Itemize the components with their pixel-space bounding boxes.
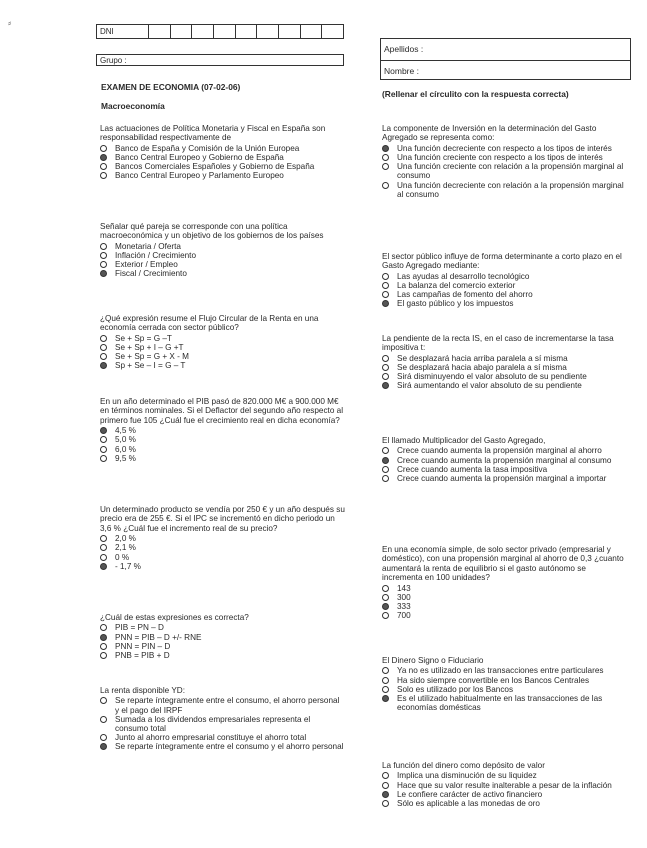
radio-bubble[interactable]: [100, 535, 107, 542]
radio-bubble[interactable]: [100, 643, 107, 650]
question-stem: Señalar qué pareja se corresponde con una política macroeconómica y un objetivo de los gobiernos de los países: [100, 222, 324, 241]
option-label: Bancos Comerciales Españoles y Gobierno de España: [115, 162, 315, 172]
question-stem: La función del dinero como depósito de valor: [382, 761, 545, 770]
question-stem: La pendiente de la recta IS, en el caso de incrementarse la tasa impositiva t:: [382, 334, 614, 353]
radio-bubble[interactable]: [100, 145, 107, 152]
question-stem: El llamado Multiplicador del Gasto Agregado,: [382, 436, 546, 445]
answer-option[interactable]: [100, 562, 345, 571]
dni-cell[interactable]: [149, 25, 171, 38]
answer-option[interactable]: [382, 456, 627, 465]
option-label: Crece cuando aumenta la propensión marginal a importar: [397, 474, 607, 484]
question-stem: Un determinado producto se vendía por 250 € y un año después su precio era de 255 €. Si el IPC se incrementó en dicho periodo un 3,6 % ¿Cuál fue el incremento real de su precio?: [100, 505, 345, 533]
answer-option[interactable]: [382, 144, 627, 153]
radio-bubble[interactable]: [100, 172, 107, 179]
dni-cell[interactable]: [192, 25, 214, 38]
radio-bubble[interactable]: [100, 652, 107, 659]
answer-option[interactable]: [100, 352, 345, 361]
answer-option[interactable]: [100, 534, 345, 543]
answer-option[interactable]: [382, 593, 627, 602]
question-stem: La componente de Inversión en la determinación del Gasto Agregado se representa como:: [382, 124, 597, 143]
option-label: Sp + Se – I = G – T: [115, 361, 186, 371]
answer-option[interactable]: [100, 651, 345, 660]
answer-option[interactable]: [100, 553, 345, 562]
option-label: Sirá disminuyendo el valor absoluto de su pendiente: [397, 372, 587, 382]
option-label: Las ayudas al desarrollo tecnológico: [397, 271, 530, 281]
radio-bubble[interactable]: [382, 373, 389, 380]
radio-bubble[interactable]: [382, 594, 389, 601]
answer-option[interactable]: [382, 281, 627, 290]
question-l2: [100, 314, 345, 371]
apellidos-field[interactable]: [381, 39, 630, 60]
question-l3: [100, 397, 345, 463]
option-label: Se + Sp + I – G +T: [115, 343, 184, 353]
option-label: Banco de España y Comisión de la Unión Europea: [115, 143, 300, 153]
answer-option[interactable]: [382, 790, 627, 799]
radio-bubble[interactable]: [100, 455, 107, 462]
answer-option[interactable]: [382, 363, 627, 372]
option-label: Crece cuando aumenta la propensión marginal al ahorro: [397, 446, 602, 456]
question-r2: [382, 334, 627, 391]
radio-bubble[interactable]: [382, 475, 389, 482]
option-label: Una función decreciente con respecto a los tipos de interés: [397, 143, 612, 153]
radio-bubble[interactable]: [382, 585, 389, 592]
radio-bubble[interactable]: [382, 612, 389, 619]
radio-bubble[interactable]: [100, 335, 107, 342]
question-l6: [100, 686, 345, 752]
option-label: PNN = PIB – D +/- RNE: [115, 632, 202, 642]
option-label: PNN = PIN – D: [115, 641, 171, 651]
answer-option[interactable]: [382, 446, 627, 455]
answer-option[interactable]: [382, 290, 627, 299]
question-stem: ¿Qué expresión resume el Flujo Circular de la Renta en una economía cerrada con sector público?: [100, 314, 319, 333]
question-l0: [100, 124, 345, 181]
option-label: Banco Central Europeo y Gobierno de España: [115, 153, 284, 163]
question-l4: [100, 505, 345, 571]
radio-bubble[interactable]: [100, 261, 107, 268]
radio-bubble[interactable]: [100, 734, 107, 741]
option-label: PNB = PIB + D: [115, 651, 170, 661]
answer-option[interactable]: [382, 299, 627, 308]
radio-bubble[interactable]: [382, 273, 389, 280]
option-label: Hace que su valor resulte inalterable a pesar de la inflación: [397, 780, 612, 790]
option-label: 333: [397, 602, 411, 612]
option-label: El gasto público y los impuestos: [397, 299, 514, 309]
radio-bubble[interactable]: [382, 457, 389, 464]
radio-bubble[interactable]: [100, 697, 107, 704]
option-label: Banco Central Europeo y Parlamento Europeo: [115, 171, 284, 181]
question-r5: [382, 656, 627, 712]
radio-bubble[interactable]: [382, 782, 389, 789]
option-label: Monetaria / Oferta: [115, 241, 181, 251]
radio-bubble[interactable]: [100, 544, 107, 551]
answer-option[interactable]: [382, 676, 627, 685]
option-label: PIB = PN – D: [115, 623, 164, 633]
question-l5: [100, 613, 345, 660]
dni-box: [96, 24, 344, 39]
option-label: Ha sido siempre convertible en los Bancos Centrales: [397, 675, 590, 685]
answer-option[interactable]: [382, 162, 627, 180]
answer-option[interactable]: [100, 269, 345, 278]
radio-bubble[interactable]: [382, 145, 389, 152]
answer-option[interactable]: [100, 633, 345, 642]
option-label: Solo es utilizado por los Bancos: [397, 684, 514, 694]
option-label: Se reparte íntegramente entre el consumo y el ahorro personal: [115, 742, 344, 752]
option-label: Se + Sp = G + X - M: [115, 352, 189, 362]
option-label: 4,5 %: [115, 426, 136, 436]
radio-bubble[interactable]: [100, 563, 107, 570]
answer-option[interactable]: [382, 771, 627, 780]
radio-bubble[interactable]: [382, 686, 389, 693]
grupo-field[interactable]: [96, 54, 344, 66]
answer-option[interactable]: [382, 465, 627, 474]
option-label: 0 %: [115, 552, 130, 562]
answer-option[interactable]: [100, 454, 345, 463]
radio-bubble[interactable]: [100, 154, 107, 161]
radio-bubble[interactable]: [100, 427, 107, 434]
radio-bubble[interactable]: [100, 163, 107, 170]
nombre-label: Nombre :: [384, 66, 419, 76]
answer-option[interactable]: [382, 354, 627, 363]
option-label: Implica una disminución de su liquidez: [397, 771, 537, 781]
option-label: Las campañas de fomento del ahorro: [397, 290, 533, 300]
radio-bubble[interactable]: [100, 624, 107, 631]
radio-bubble[interactable]: [382, 291, 389, 298]
answer-option[interactable]: [100, 733, 345, 742]
radio-bubble[interactable]: [100, 252, 107, 259]
question-stem: La renta disponible YD:: [100, 686, 185, 695]
dni-cell[interactable]: [279, 25, 301, 38]
radio-bubble[interactable]: [100, 634, 107, 641]
corner-mark: ⸗: [8, 18, 12, 29]
question-stem: El Dinero Signo o Fiduciario: [382, 656, 484, 665]
answer-option[interactable]: [100, 543, 345, 552]
dni-cell[interactable]: [236, 25, 258, 38]
radio-bubble[interactable]: [100, 243, 107, 250]
option-label: La balanza del comercio exterior: [397, 281, 516, 291]
answer-option[interactable]: [100, 242, 345, 251]
answer-option[interactable]: [382, 153, 627, 162]
answer-option[interactable]: [100, 426, 345, 435]
option-label: Crece cuando aumenta la propensión marginal al consumo: [397, 455, 612, 465]
option-label: Es el utilizado habitualmente en las transacciones de las economías domésticas: [397, 694, 603, 713]
option-label: 700: [397, 611, 411, 621]
question-stem: En un año determinado el PIB pasó de 820.000 M€ a 900.000 M€ en términos nominales. Si el Deflactor del segundo año respecto al primero fue 105 ¿Cuál fue el crecimiento real en dicha economía?: [100, 397, 344, 425]
radio-bubble[interactable]: [100, 270, 107, 277]
answer-option[interactable]: [382, 474, 627, 483]
radio-bubble[interactable]: [382, 282, 389, 289]
grupo-label: Grupo :: [100, 56, 127, 65]
answer-option[interactable]: [382, 372, 627, 381]
answer-option[interactable]: [100, 162, 345, 171]
answer-option[interactable]: [382, 666, 627, 675]
option-label: Una función creciente con respecto a los tipos de interés: [397, 153, 603, 163]
option-label: 2,1 %: [115, 543, 136, 553]
radio-bubble[interactable]: [100, 362, 107, 369]
option-label: 6,0 %: [115, 444, 136, 454]
option-label: Se reparte íntegramente entre el consumo, el ahorro personal y el pago del IRPF: [115, 696, 340, 715]
answer-option[interactable]: [382, 694, 627, 712]
answer-option[interactable]: [382, 602, 627, 611]
question-r0: [382, 124, 627, 199]
answer-option[interactable]: [382, 685, 627, 694]
radio-bubble[interactable]: [382, 382, 389, 389]
instructions: (Rellenar el círculito con la respuesta correcta): [382, 89, 569, 99]
answer-option[interactable]: [100, 153, 345, 162]
radio-bubble[interactable]: [382, 447, 389, 454]
question-l1: [100, 222, 345, 279]
dni-cell[interactable]: [257, 25, 279, 38]
question-r3: [382, 436, 627, 483]
answer-option[interactable]: [100, 343, 345, 352]
dni-cell[interactable]: [301, 25, 323, 38]
answer-option[interactable]: [382, 781, 627, 790]
option-label: Sirá aumentando el valor absoluto de su pendiente: [397, 381, 582, 391]
answer-option[interactable]: [100, 144, 345, 153]
radio-bubble[interactable]: [382, 603, 389, 610]
radio-bubble[interactable]: [100, 446, 107, 453]
dni-cell[interactable]: [171, 25, 193, 38]
radio-bubble[interactable]: [100, 344, 107, 351]
answer-option[interactable]: [382, 381, 627, 390]
option-label: Sumada a los dividendos empresariales representa el consumo total: [115, 714, 311, 734]
question-r6: [382, 761, 627, 808]
answer-option[interactable]: [100, 696, 345, 714]
option-label: 300: [397, 592, 411, 602]
question-stem: ¿Cuál de estas expresiones es correcta?: [100, 613, 249, 622]
answer-option[interactable]: [382, 611, 627, 620]
dni-cell[interactable]: [214, 25, 236, 38]
option-label: Se desplazará hacia abajo paralela a sí misma: [397, 363, 567, 373]
option-label: Junto al ahorro empresarial constituye el ahorro total: [115, 733, 307, 743]
answer-option[interactable]: [100, 642, 345, 651]
dni-cell[interactable]: [322, 25, 343, 38]
radio-bubble[interactable]: [100, 716, 107, 723]
answer-option[interactable]: [100, 251, 345, 260]
dni-label: DNI: [97, 25, 149, 38]
radio-bubble[interactable]: [382, 364, 389, 371]
radio-bubble[interactable]: [382, 355, 389, 362]
exam-subtitle: Macroeconomía: [101, 101, 165, 111]
radio-bubble[interactable]: [382, 695, 389, 702]
option-label: Se + Sp = G –T: [115, 333, 172, 343]
option-label: - 1,7 %: [115, 561, 141, 571]
option-label: Inflación / Crecimiento: [115, 251, 196, 261]
radio-bubble[interactable]: [382, 667, 389, 674]
radio-bubble[interactable]: [100, 743, 107, 750]
option-label: Una función creciente con relación a la propensión marginal al consumo: [397, 162, 624, 181]
radio-bubble[interactable]: [382, 163, 389, 170]
radio-bubble[interactable]: [382, 800, 389, 807]
answer-option[interactable]: [382, 181, 627, 199]
answer-option[interactable]: [100, 361, 345, 370]
radio-bubble[interactable]: [382, 182, 389, 189]
answer-option[interactable]: [382, 584, 627, 593]
option-label: 5,0 %: [115, 435, 136, 445]
answer-option[interactable]: [100, 623, 345, 632]
answer-option[interactable]: [100, 435, 345, 444]
option-label: 9,5 %: [115, 453, 136, 463]
name-box: [380, 38, 631, 80]
answer-option[interactable]: [382, 799, 627, 808]
radio-bubble[interactable]: [100, 554, 107, 561]
answer-option[interactable]: [100, 742, 345, 751]
radio-bubble[interactable]: [382, 791, 389, 798]
option-label: Crece cuando aumenta la tasa impositiva: [397, 464, 548, 474]
radio-bubble[interactable]: [100, 353, 107, 360]
radio-bubble[interactable]: [382, 466, 389, 473]
answer-option[interactable]: [100, 445, 345, 454]
question-stem: Las actuaciones de Política Monetaria y Fiscal en España son responsabilidad respectivamente de: [100, 124, 326, 143]
radio-bubble[interactable]: [382, 154, 389, 161]
answer-option[interactable]: [100, 260, 345, 269]
radio-bubble[interactable]: [382, 772, 389, 779]
radio-bubble[interactable]: [382, 677, 389, 684]
exam-title: EXAMEN DE ECONOMIA (07-02-06): [101, 82, 241, 92]
option-label: 143: [397, 583, 411, 593]
option-label: Ya no es utilizado en las transacciones entre particulares: [397, 666, 604, 676]
nombre-field[interactable]: [381, 60, 630, 82]
question-r4: [382, 545, 627, 620]
question-stem: El sector público influye de forma determinante a corto plazo en el Gasto Agregado mediante:: [382, 252, 622, 271]
answer-option[interactable]: [382, 272, 627, 281]
option-label: Una función decreciente con relación a la propensión marginal al consumo: [397, 180, 624, 199]
option-label: Se desplazará hacia arriba paralela a sí misma: [397, 353, 568, 363]
answer-option[interactable]: [100, 715, 345, 733]
option-label: 2,0 %: [115, 534, 136, 544]
answer-option[interactable]: [100, 334, 345, 343]
option-label: Exterior / Empleo: [115, 260, 178, 270]
question-r1: [382, 252, 627, 309]
option-label: Fiscal / Crecimiento: [115, 269, 187, 279]
question-stem: En una economía simple, de solo sector privado (empresarial y doméstico), con una propensión marginal al ahorro de 0,3 ¿cuanto aumentará la renta de equilibrio si el gasto autónomo se incrementa en 100 unidades?: [382, 545, 624, 583]
answer-option[interactable]: [100, 171, 345, 180]
apellidos-label: Apellidos :: [384, 44, 424, 54]
option-label: Le confiere carácter de activo financiero: [397, 789, 543, 799]
radio-bubble[interactable]: [382, 300, 389, 307]
radio-bubble[interactable]: [100, 436, 107, 443]
option-label: Sólo es aplicable a las monedas de oro: [397, 799, 540, 809]
